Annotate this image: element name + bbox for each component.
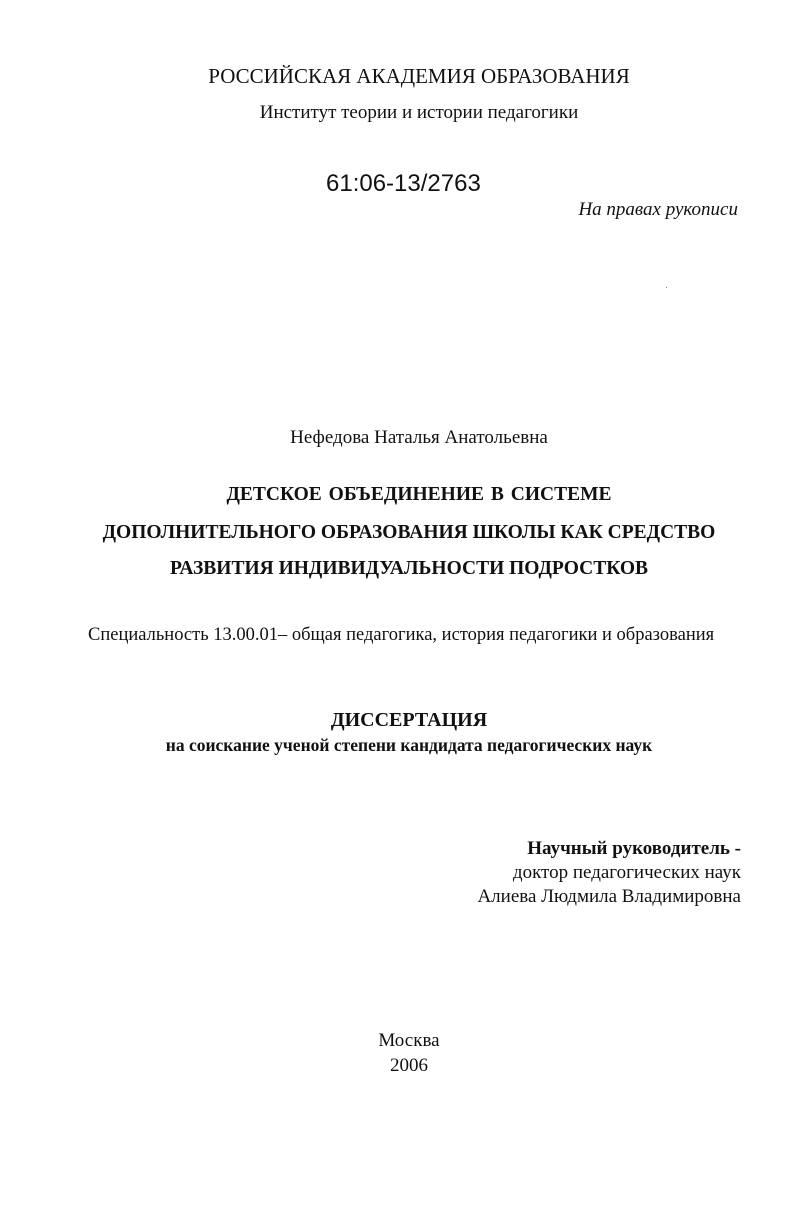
scan-speck	[666, 287, 667, 288]
title-line-3: РАЗВИТИЯ ИНДИВИДУАЛЬНОСТИ ПОДРОСТКОВ	[169, 558, 649, 579]
supervisor-degree: доктор педагогических наук	[512, 862, 741, 883]
supervisor-name: Алиева Людмила Владимировна	[477, 886, 741, 907]
specialty: Специальность 13.00.01– общая педагогика, история педагогики и образования	[88, 625, 715, 645]
work-type: ДИССЕРТАЦИЯ	[330, 709, 488, 731]
organization-name: РОССИЙСКАЯ АКАДЕМИЯ ОБРАЗОВАНИЯ	[208, 64, 630, 88]
title-line-2: ДОПОЛНИТЕЛЬНОГО ОБРАЗОВАНИЯ ШКОЛЫ КАК СРЕДСТВО	[102, 522, 716, 543]
title-line-1: ДЕТСКОЕ ОБЪЕДИНЕНИЕ В СИСТЕМЕ	[226, 484, 612, 505]
institute-name: Институт теории и истории педагогики	[259, 102, 579, 123]
supervisor-role: Научный руководитель -	[527, 838, 741, 859]
place: Москва	[378, 1030, 440, 1051]
year: 2006	[390, 1055, 428, 1076]
rights-note: На правах рукописи	[578, 199, 738, 220]
degree-statement: на соискание ученой степени кандидата педагогических наук	[165, 735, 653, 755]
author-name: Нефедова Наталья Анатольевна	[290, 427, 548, 448]
catalog-number: 61:06-13/2763	[326, 170, 481, 197]
